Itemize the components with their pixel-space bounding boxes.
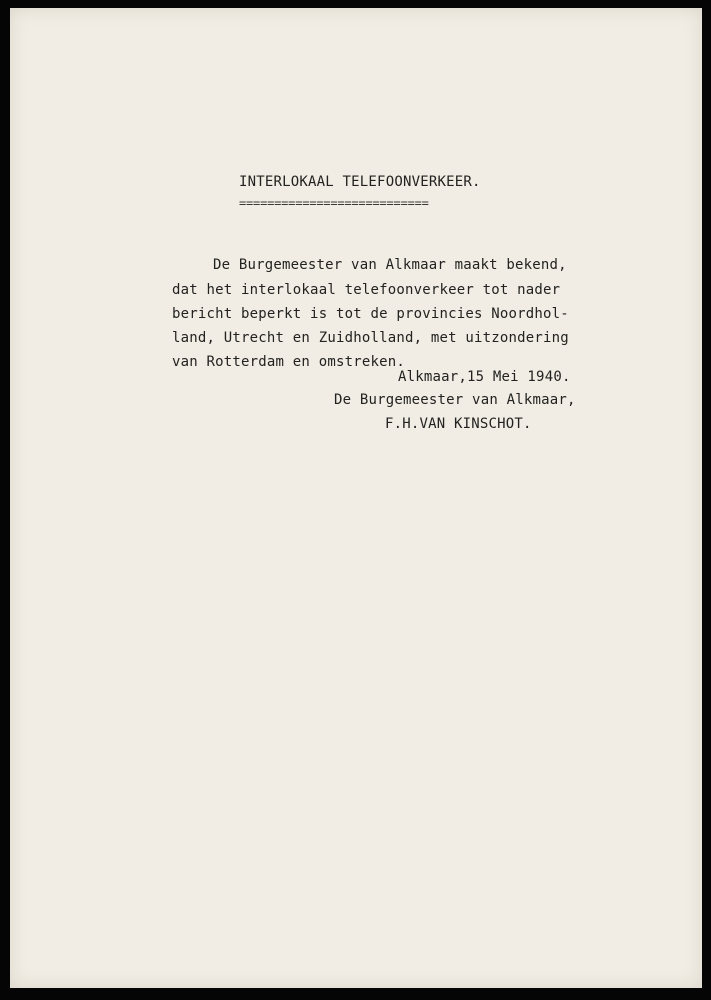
body-line: De Burgemeester van Alkmaar maakt bekend,	[213, 257, 567, 273]
signature-role: De Burgemeester van Alkmaar,	[334, 392, 576, 408]
signature-name: F.H.VAN KINSCHOT.	[385, 416, 532, 432]
body-line: land, Utrecht en Zuidholland, met uitzondering	[172, 330, 569, 346]
body-line: dat het interlokaal telefoonverkeer tot nader	[172, 282, 561, 298]
body-line: van Rotterdam en omstreken.	[172, 354, 405, 370]
document-page	[10, 8, 702, 988]
title-underline: ===========================	[239, 196, 429, 210]
body-line: bericht beperkt is tot de provincies Noordhol-	[172, 306, 569, 322]
document-title: INTERLOKAAL TELEFOONVERKEER.	[239, 174, 481, 190]
date-line: Alkmaar,15 Mei 1940.	[398, 369, 571, 385]
